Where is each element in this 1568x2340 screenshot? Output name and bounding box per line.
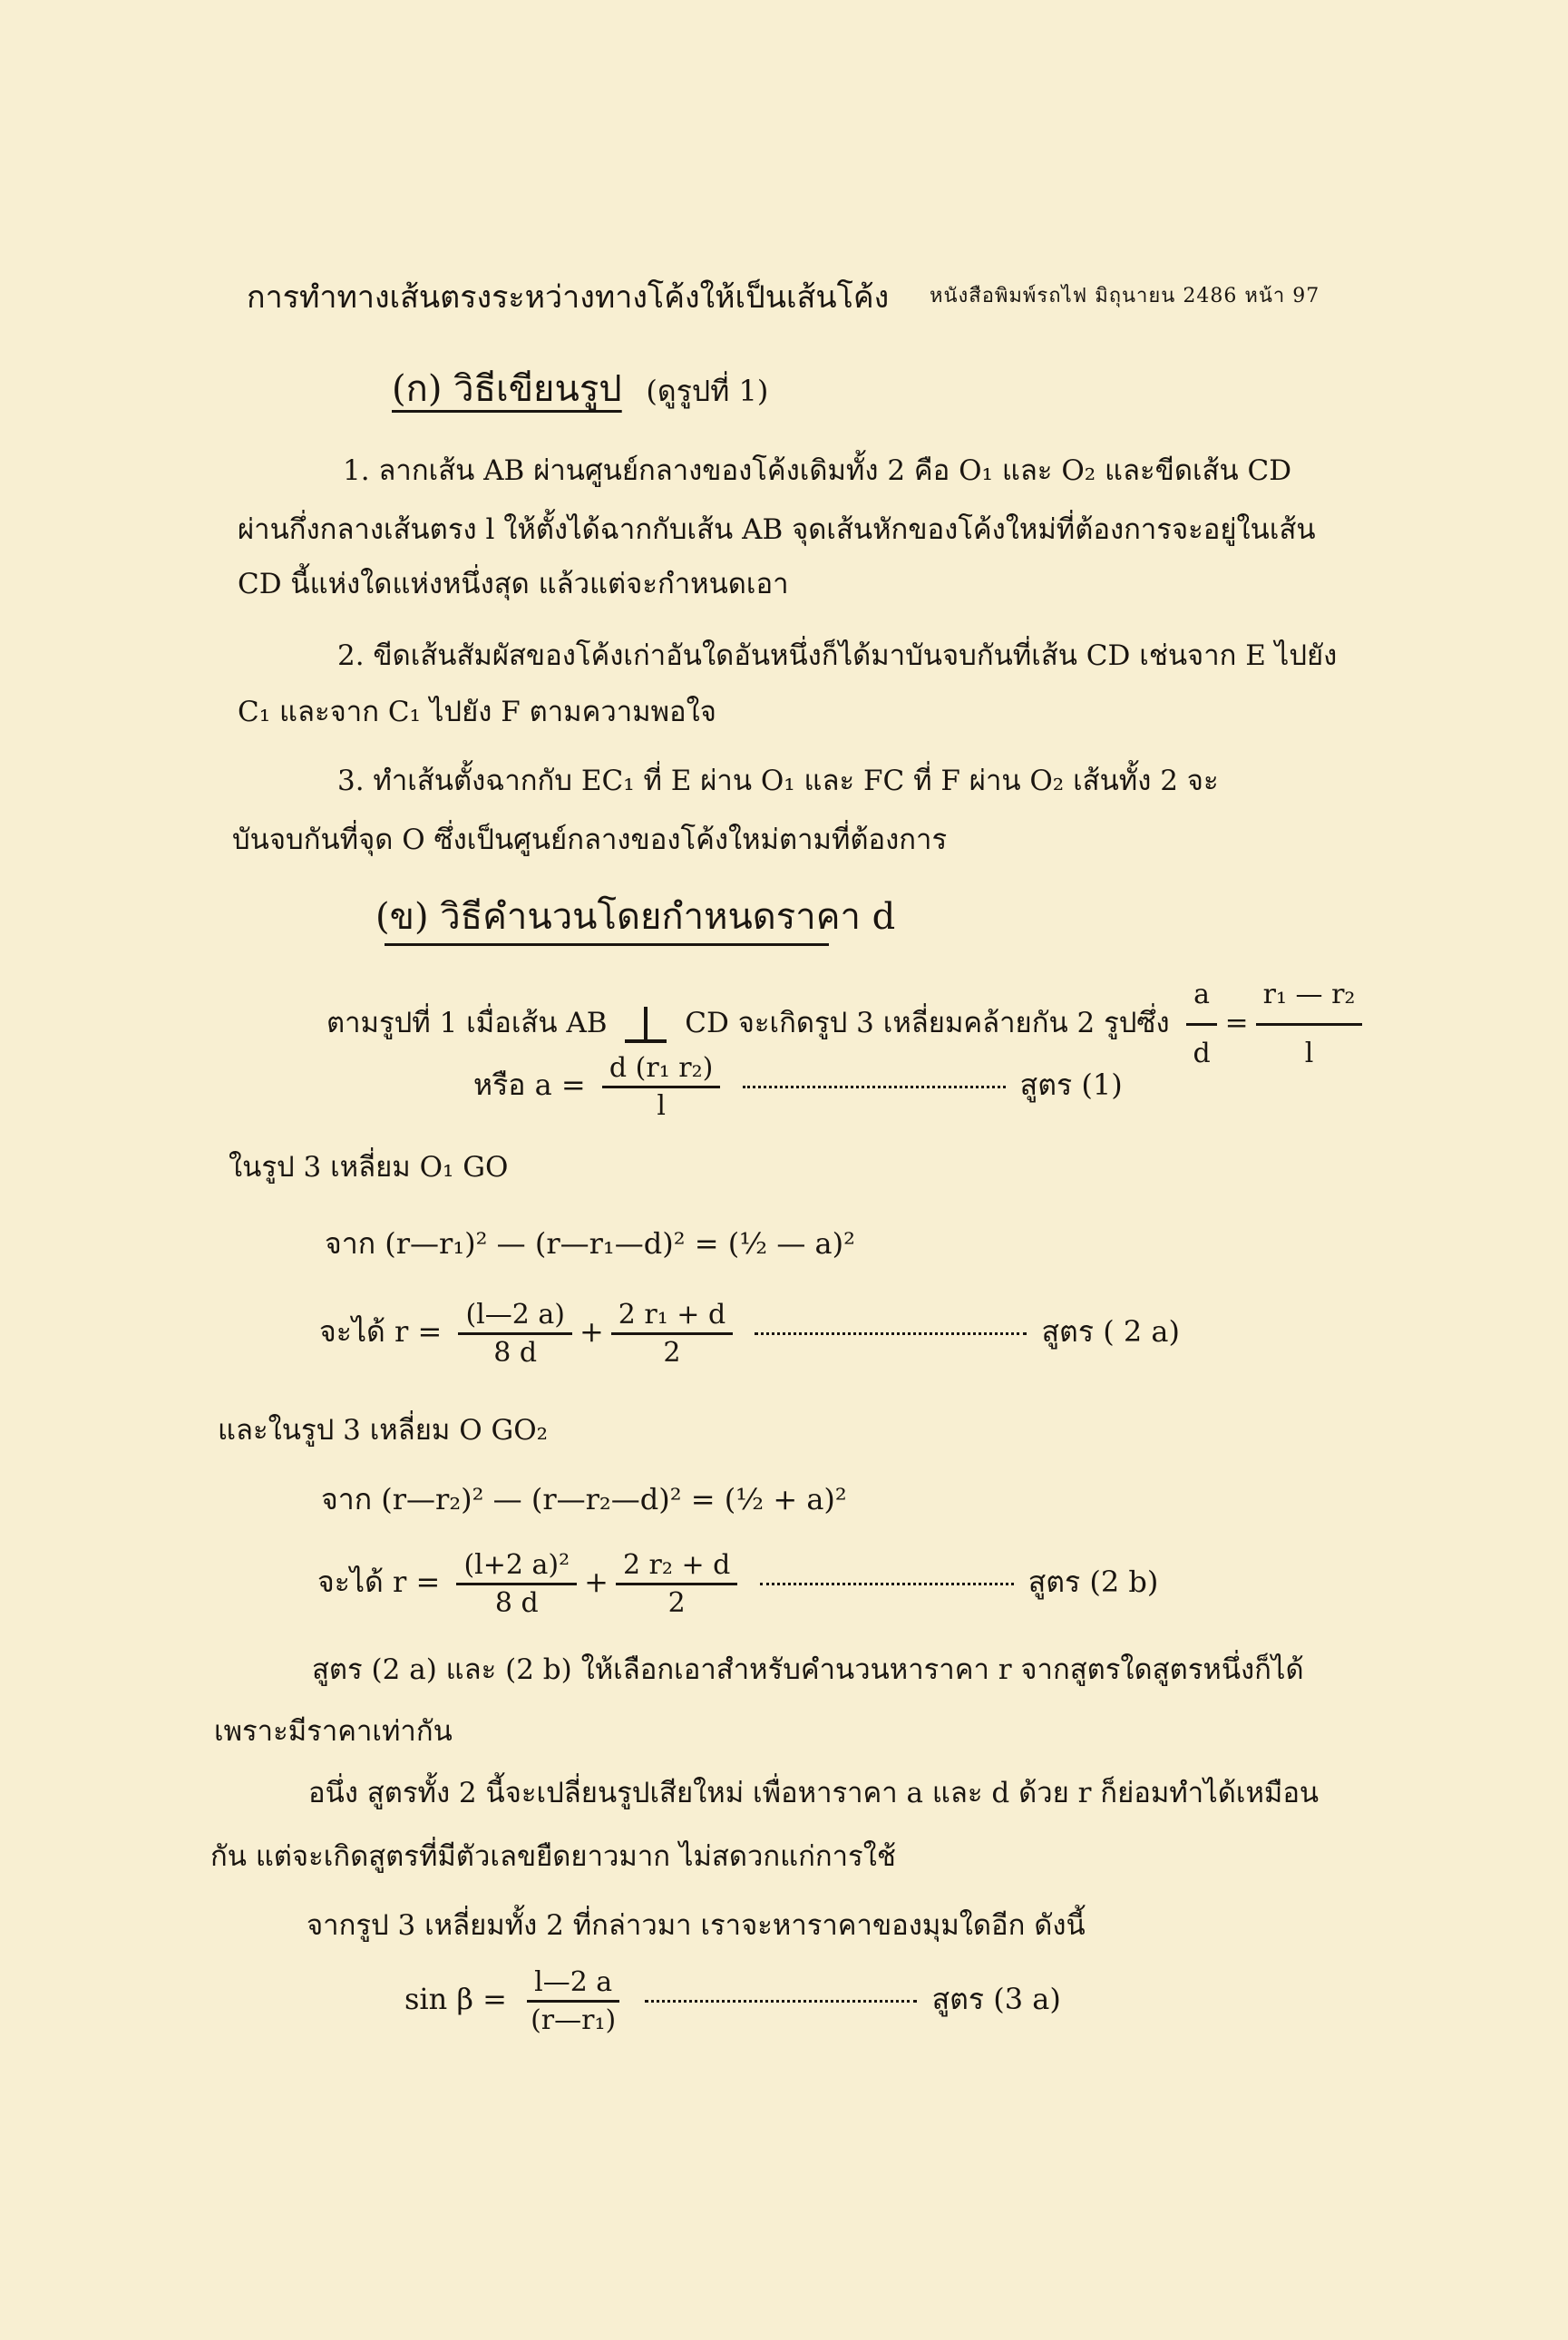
- formula-1-den: l: [657, 1090, 666, 1122]
- section-a-line-5: C₁ และจาก C₁ ไปยัง F ตามความพอใจ: [238, 696, 716, 728]
- formula-2b-fraction-2: [616, 1549, 737, 1619]
- ratio-rhs-den: l: [1304, 1038, 1314, 1069]
- formula-3a: [404, 1966, 1061, 2036]
- equation-2b-from: จาก (r—r₂)² — (r—r₂—d)² = (½ + a)²: [321, 1482, 847, 1516]
- formula-3a-lead: sin β =: [404, 1982, 507, 2016]
- ratio-lhs: [1185, 969, 1217, 1080]
- intro-text-post: CD จะเกิดรูป 3 เหลี่ยมคล้ายกัน 2 รูปซึ่ง: [685, 1007, 1170, 1039]
- section-a-note: (ดูรูปที่ 1): [646, 374, 769, 408]
- formula-2b-num-2: 2 r₂ + d: [616, 1549, 737, 1585]
- triangle-2-line: และในรูป 3 เหลี่ยม O GO₂: [218, 1414, 549, 1447]
- section-a-line-2: ผ่านกึ่งกลางเส้นตรง l ให้ตั้งได้ฉากกับเส้น AB จุดเส้นหักของโค้งใหม่ที่ต้องการจะอยู่ในเส้น: [238, 513, 1316, 546]
- formula-3a-leader: [645, 2000, 917, 2003]
- section-b-intro: ตามรูปที่ 1 เมื่อเส้น AB CD จะเกิดรูป 3 เหลี่ยมคล้ายกัน 2 รูปซึ่ง $\frac{a}{d}$ = $\frac{\text{r₁ — r₂}}{l}$: [326, 969, 1369, 1080]
- formula-2b-leader: [760, 1583, 1014, 1585]
- formula-2a-fraction-1: [458, 1299, 572, 1369]
- ratio-lhs-num: a: [1186, 969, 1217, 1026]
- perpendicular-icon: [625, 1007, 667, 1043]
- paragraph-1-line-2: เพราะมีราคาเท่ากัน: [214, 1715, 453, 1748]
- formula-3a-num: l—2 a: [527, 1966, 619, 2003]
- formula-3a-tag: สูตร (3 a): [931, 1982, 1061, 2016]
- formula-2a-num-2: 2 r₁ + d: [611, 1299, 733, 1335]
- ratio-rhs-num: r₁ — r₂: [1256, 969, 1363, 1026]
- section-a-line-1: 1. ลากเส้น AB ผ่านศูนย์กลางของโค้งเดิมทั้ง 2 คือ O₁ และ O₂ และขีดเส้น CD: [343, 454, 1292, 487]
- triangle-1-line: ในรูป 3 เหลี่ยม O₁ GO: [229, 1151, 509, 1184]
- section-b-heading-underline: [385, 943, 829, 946]
- paragraph-2-line-1: อนึ่ง สูตรทั้ง 2 นี้จะเปลี่ยนรูปเสียใหม่ เพื่อหาราคา a และ d ด้วย r ก็ย่อมทำได้เหมือน: [308, 1777, 1320, 1809]
- section-a-line-7: บันจบกันที่จุด O ซึ่งเป็นศูนย์กลางของโค้งใหม่ตามที่ต้องการ: [232, 824, 948, 856]
- ratio-lhs-den: d: [1193, 1038, 1211, 1069]
- paragraph-2-line-2: กัน แต่จะเกิดสูตรที่มีตัวเลขยืดยาวมาก ไม่สดวกแก่การใช้: [210, 1840, 896, 1873]
- paragraph-3: จากรูป 3 เหลี่ยมทั้ง 2 ที่กล่าวมา เราจะหาราคาของมุมใดอีก ดังนี้: [307, 1909, 1086, 1942]
- formula-2b-num-1: (l+2 a)²: [456, 1549, 577, 1585]
- section-b-heading: (ข) วิธีคำนวนโดยกำหนดราคา d: [375, 896, 896, 938]
- section-a-line-6: 3. ทำเส้นตั้งฉากกับ EC₁ ที่ E ผ่าน O₁ และ FC ที่ F ผ่าน O₂ เส้นทั้ง 2 จะ: [337, 765, 1219, 797]
- section-a-line-4: 2. ขีดเส้นสัมผัสของโค้งเก่าอันใดอันหนึ่งก็ได้มาบันจบกันที่เส้น CD เช่นจาก E ไปยัง: [337, 639, 1338, 672]
- formula-2a-tag: สูตร ( 2 a): [1041, 1314, 1180, 1349]
- formula-2b-den-2: 2: [667, 1587, 686, 1619]
- intro-text-pre: ตามรูปที่ 1 เมื่อเส้น AB: [326, 1007, 608, 1039]
- formula-2a-lead: จะได้ r =: [319, 1314, 443, 1349]
- section-a-heading-label: (ก) วิธีเขียนรูป: [392, 368, 622, 410]
- paragraph-1-line-1: สูตร (2 a) และ (2 b) ให้เลือกเอาสำหรับคำนวนหาราคา r จากสูตรใดสูตรหนึ่งก็ได้: [312, 1653, 1304, 1686]
- formula-1-fraction: [602, 1052, 720, 1122]
- section-a-line-3: CD นี้แห่งใดแห่งหนึ่งสุด แล้วแต่จะกำหนดเอา: [238, 568, 789, 600]
- formula-1-leader: [743, 1086, 1006, 1088]
- formula-1-num: d (r₁ r₂): [602, 1052, 720, 1088]
- ratio-rhs: [1256, 969, 1363, 1080]
- formula-1-lead: หรือ a =: [473, 1068, 586, 1102]
- formula-3a-den: (r—r₁): [531, 2004, 617, 2036]
- formula-2a-num-1: (l—2 a): [458, 1299, 572, 1335]
- formula-2a: จะได้ r = $\frac{(l—2 a)}{8 d}$ + $\frac{\text{2 r₁ + d}}{2}$ สูตร ( 2 a): [319, 1299, 1180, 1369]
- formula-3a-fraction: [523, 1966, 623, 2036]
- formula-2b-fraction-1: [456, 1549, 577, 1619]
- page-header-title: การทำทางเส้นตรงระหว่างทางโค้งให้เป็นเส้นโค้ง: [247, 279, 890, 316]
- formula-2a-leader: [755, 1332, 1027, 1335]
- formula-2a-den-1: 8 d: [493, 1337, 538, 1369]
- section-a-heading: [392, 359, 768, 417]
- page-header-issue: หนังสือพิมพ์รถไฟ มิถุนายน 2486 หน้า 97: [930, 285, 1320, 307]
- formula-2a-den-2: 2: [663, 1337, 681, 1369]
- equation-2a-from: จาก (r—r₁)² — (r—r₁—d)² = (½ — a)²: [325, 1226, 855, 1261]
- formula-2b: จะได้ r = $\frac{\text{(l+2 a)²}}{8 d}$ + $\frac{\text{2 r₂ + d}}{2}$ สูตร (2 b): [317, 1549, 1159, 1619]
- formula-1: [473, 1052, 1123, 1122]
- formula-2b-tag: สูตร (2 b): [1027, 1565, 1159, 1599]
- formula-2b-lead: จะได้ r =: [317, 1565, 441, 1599]
- formula-1-tag: สูตร (1): [1019, 1068, 1123, 1102]
- formula-2a-fraction-2: [611, 1299, 733, 1369]
- formula-2b-den-1: 8 d: [494, 1587, 539, 1619]
